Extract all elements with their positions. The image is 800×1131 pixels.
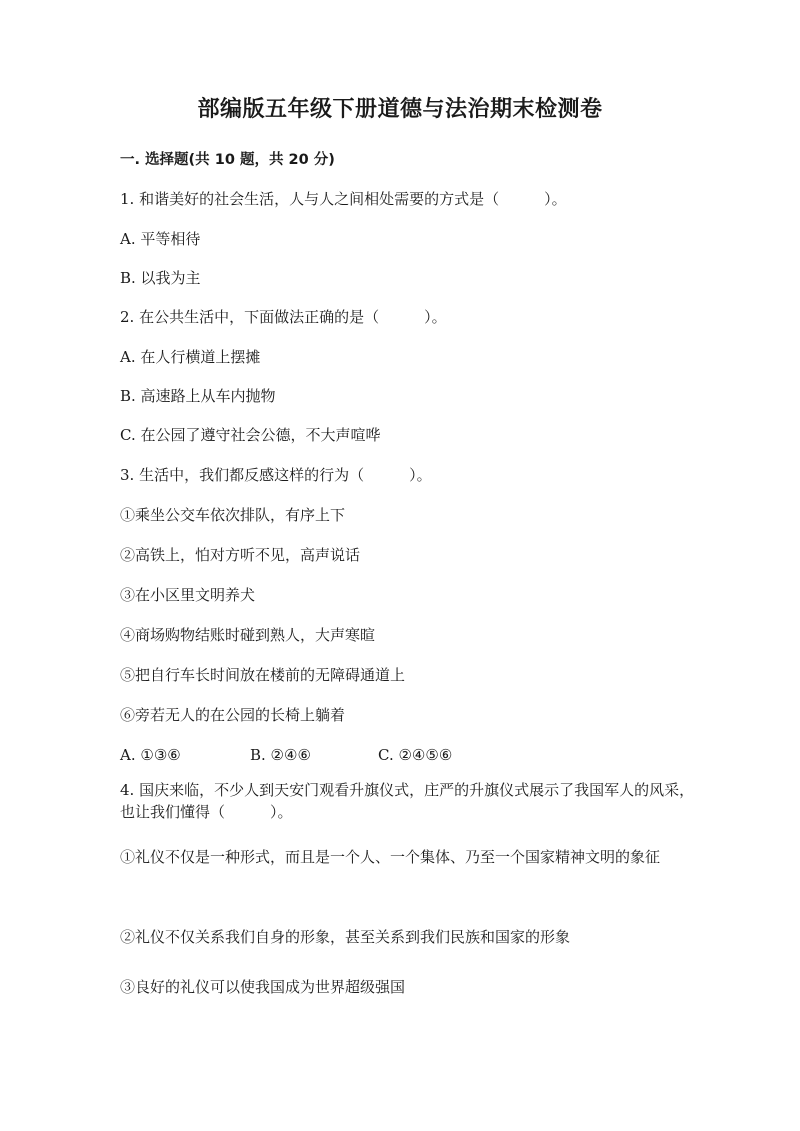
question-3-stem: 3. 生活中，我们都反感这样的行为（ ）。 — [120, 466, 432, 484]
question-3-item-1: ①乘坐公交车依次排队，有序上下 — [120, 506, 346, 524]
question-3-item-4: ④商场购物结账时碰到熟人，大声寒暄 — [120, 626, 376, 644]
section-heading: 一. 选择题(共 10 题，共 20 分) — [120, 152, 335, 168]
question-2-option-c: C. 在公园了遵守社会公德，不大声喧哗 — [120, 426, 381, 444]
question-3-option-a: A. ①③⑥ — [120, 746, 181, 764]
question-1-option-b: B. 以我为主 — [120, 269, 201, 287]
question-4-item-2: ②礼仪不仅关系我们自身的形象，甚至关系到我们民族和国家的形象 — [120, 928, 571, 946]
question-4-item-3: ③良好的礼仪可以使我国成为世界超级强国 — [120, 978, 406, 996]
question-3-options — [120, 745, 700, 765]
question-4-item-1: ①礼仪不仅是一种形式，而且是一个人、一个集体、乃至一个国家精神文明的象征 — [120, 848, 661, 866]
question-3-option-c: C. ②④⑤⑥ — [378, 746, 453, 764]
question-2-stem: 2. 在公共生活中，下面做法正确的是（ ）。 — [120, 308, 447, 326]
question-1-stem: 1. 和谐美好的社会生活，人与人之间相处需要的方式是（ ）。 — [120, 190, 567, 208]
question-3-item-5: ⑤把自行车长时间放在楼前的无障碍通道上 — [120, 666, 406, 684]
question-2-option-b: B. 高速路上从车内抛物 — [120, 387, 276, 405]
question-2-option-a: A. 在人行横道上摆摊 — [120, 348, 261, 366]
question-3-item-2: ②高铁上，怕对方听不见，高声说话 — [120, 546, 361, 564]
question-3-item-6: ⑥旁若无人的在公园的长椅上躺着 — [120, 706, 346, 724]
question-3-item-3: ③在小区里文明养犬 — [120, 586, 256, 604]
question-3-option-b: B. ②④⑥ — [250, 746, 311, 764]
question-4-stem: 4. 国庆来临，不少人到天安门观看升旗仪式，庄严的升旗仪式展示了我国军人的风采，也让我们懂得（ ）。 — [120, 781, 695, 821]
question-1-option-a: A. 平等相待 — [120, 230, 201, 248]
page-title: 部编版五年级下册道德与法治期末检测卷 — [197, 97, 603, 122]
